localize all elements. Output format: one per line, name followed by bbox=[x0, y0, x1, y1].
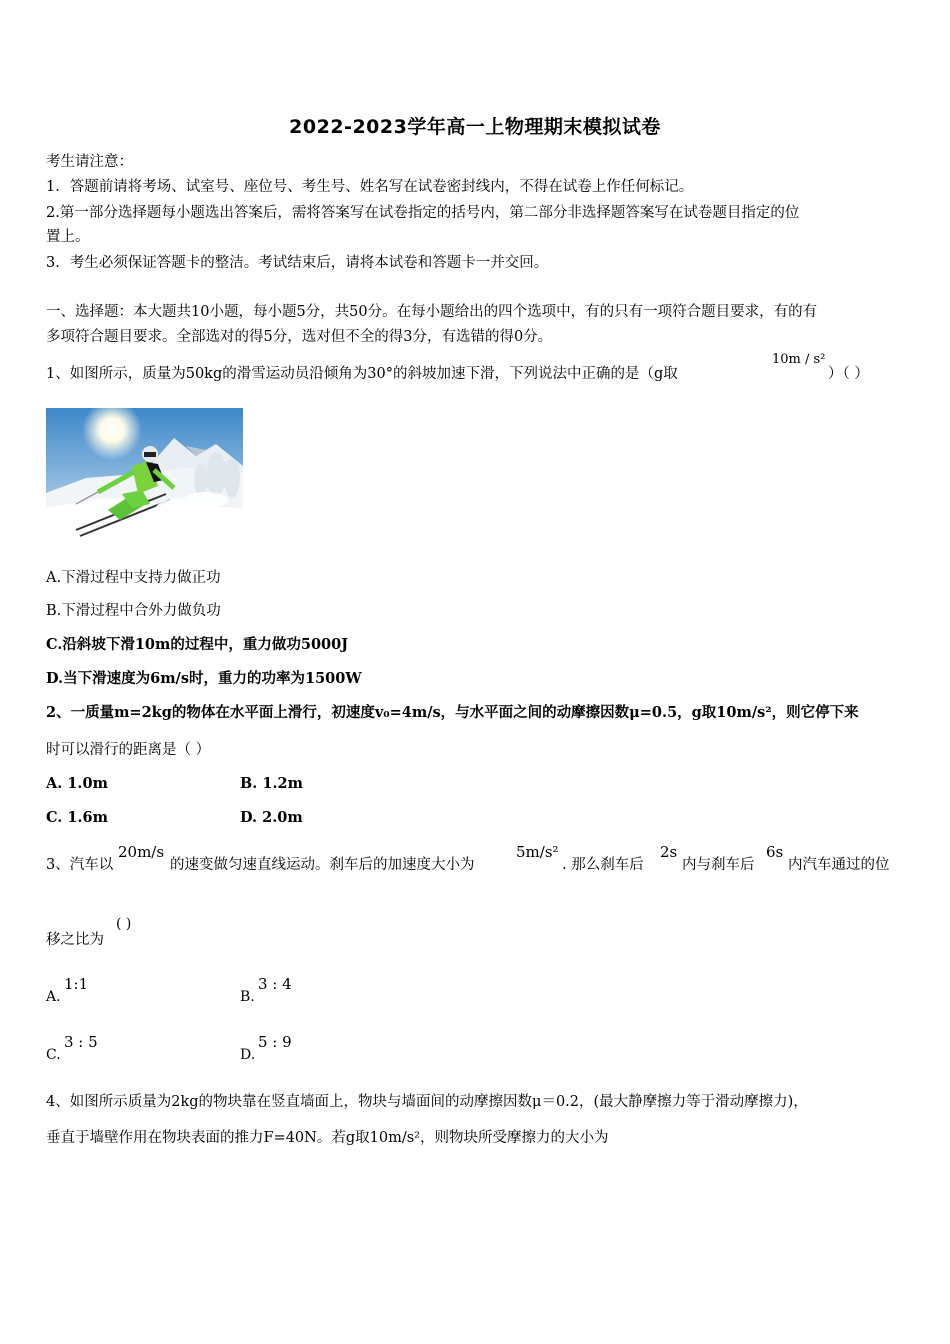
q2-option-a: A. 1.0m bbox=[46, 775, 108, 792]
notice-heading: 考生请注意： bbox=[46, 154, 133, 170]
notice-item: 置上。 bbox=[46, 229, 90, 245]
q2-option-b: B. 1.2m bbox=[240, 775, 303, 792]
q1-option-d: D.当下滑速度为6m/s时，重力的功率为1500W bbox=[46, 670, 362, 687]
skier-image bbox=[46, 408, 243, 544]
q2-option-c: C. 1.6m bbox=[46, 809, 108, 826]
q3-stem-cont: 移之比为 bbox=[46, 932, 104, 948]
section-intro: 多项符合题目要求。全部选对的得5分，选对但不全的得3分，有选错的得0分。 bbox=[46, 329, 553, 345]
q3-text-4: 内与刹车后 bbox=[682, 857, 755, 873]
q3-formula-t1: 2s bbox=[660, 843, 678, 861]
q2-stem: 2、一质量m=2kg的物体在水平面上滑行，初速度v₀=4m/s，与水平面之间的动摩擦因数μ=0.5，g取10m/s²，则它停下来 bbox=[46, 704, 859, 721]
section-intro: 一、选择题：本大题共10小题，每小题5分，共50分。在每小题给出的四个选项中，有的只有一项符合题目要求，有的有 bbox=[46, 304, 818, 320]
skier-illustration bbox=[46, 408, 243, 544]
q1-formula: 10m / s² bbox=[772, 352, 826, 367]
q3-option-a-value: 1:1 bbox=[64, 975, 89, 993]
q1-option-b: B.下滑过程中合外力做负功 bbox=[46, 603, 221, 619]
q1-tail: ）（ ） bbox=[828, 366, 869, 382]
q3-option-a-label: A. bbox=[46, 989, 61, 1005]
q3-text-5: 内汽车通过的位 bbox=[788, 857, 890, 873]
q3-formula-accel: 5m/s² bbox=[516, 843, 559, 861]
q1-stem bbox=[46, 364, 678, 384]
q3-option-d-label: D. bbox=[240, 1047, 256, 1063]
page-title: 2022-2023学年高一上物理期末模拟试卷 bbox=[289, 116, 661, 138]
q3-option-d-value: 5 : 9 bbox=[258, 1033, 292, 1051]
q2-stem-cont: 时可以滑行的距离是（ ） bbox=[46, 742, 211, 758]
q3-text-2: 的速变做匀速直线运动。刹车后的加速度大小为 bbox=[170, 857, 475, 873]
q3-paren: ( ) bbox=[116, 916, 132, 932]
q1-stem-text: 1、如图所示，质量为50kg的滑雪运动员沿倾角为30°的斜坡加速下滑，下列说法中正确的是（g取 bbox=[46, 366, 678, 382]
q3-formula-t2: 6s bbox=[766, 843, 784, 861]
notice-item: 2.第一部分选择题每小题选出答案后，需将答案写在试卷指定的括号内，第二部分非选择题答案写在试卷题目指定的位 bbox=[46, 205, 800, 221]
q3-text-1: 3、汽车以 bbox=[46, 857, 114, 873]
q3-option-b-label: B. bbox=[240, 989, 255, 1005]
notice-item: 1．答题前请将考场、试室号、座位号、考生号、姓名写在试卷密封线内，不得在试卷上作任何标记。 bbox=[46, 179, 694, 195]
q1-option-c: C.沿斜坡下滑10m的过程中，重力做功5000J bbox=[46, 636, 349, 653]
q3-text-3: . 那么刹车后 bbox=[562, 857, 644, 873]
q4-stem-cont: 垂直于墙壁作用在物块表面的推力F=40N。若g取10m/s²，则物块所受摩擦力的大小为 bbox=[46, 1130, 609, 1146]
q1-option-a: A.下滑过程中支持力做正功 bbox=[46, 570, 221, 586]
notice-item: 3．考生必须保证答题卡的整洁。考试结束后，请将本试卷和答题卡一并交回。 bbox=[46, 255, 549, 271]
q4-stem: 4、如图所示质量为2kg的物块靠在竖直墙面上，物块与墙面间的动摩擦因数μ＝0.2，(最大静摩擦力等于滑动摩擦力)， bbox=[46, 1094, 808, 1110]
q2-option-d: D. 2.0m bbox=[240, 809, 303, 826]
q3-option-c-value: 3 : 5 bbox=[64, 1033, 98, 1051]
q3-option-c-label: C. bbox=[46, 1047, 61, 1063]
q3-option-b-value: 3 : 4 bbox=[258, 975, 292, 993]
q3-formula-speed: 20m/s bbox=[118, 843, 165, 861]
